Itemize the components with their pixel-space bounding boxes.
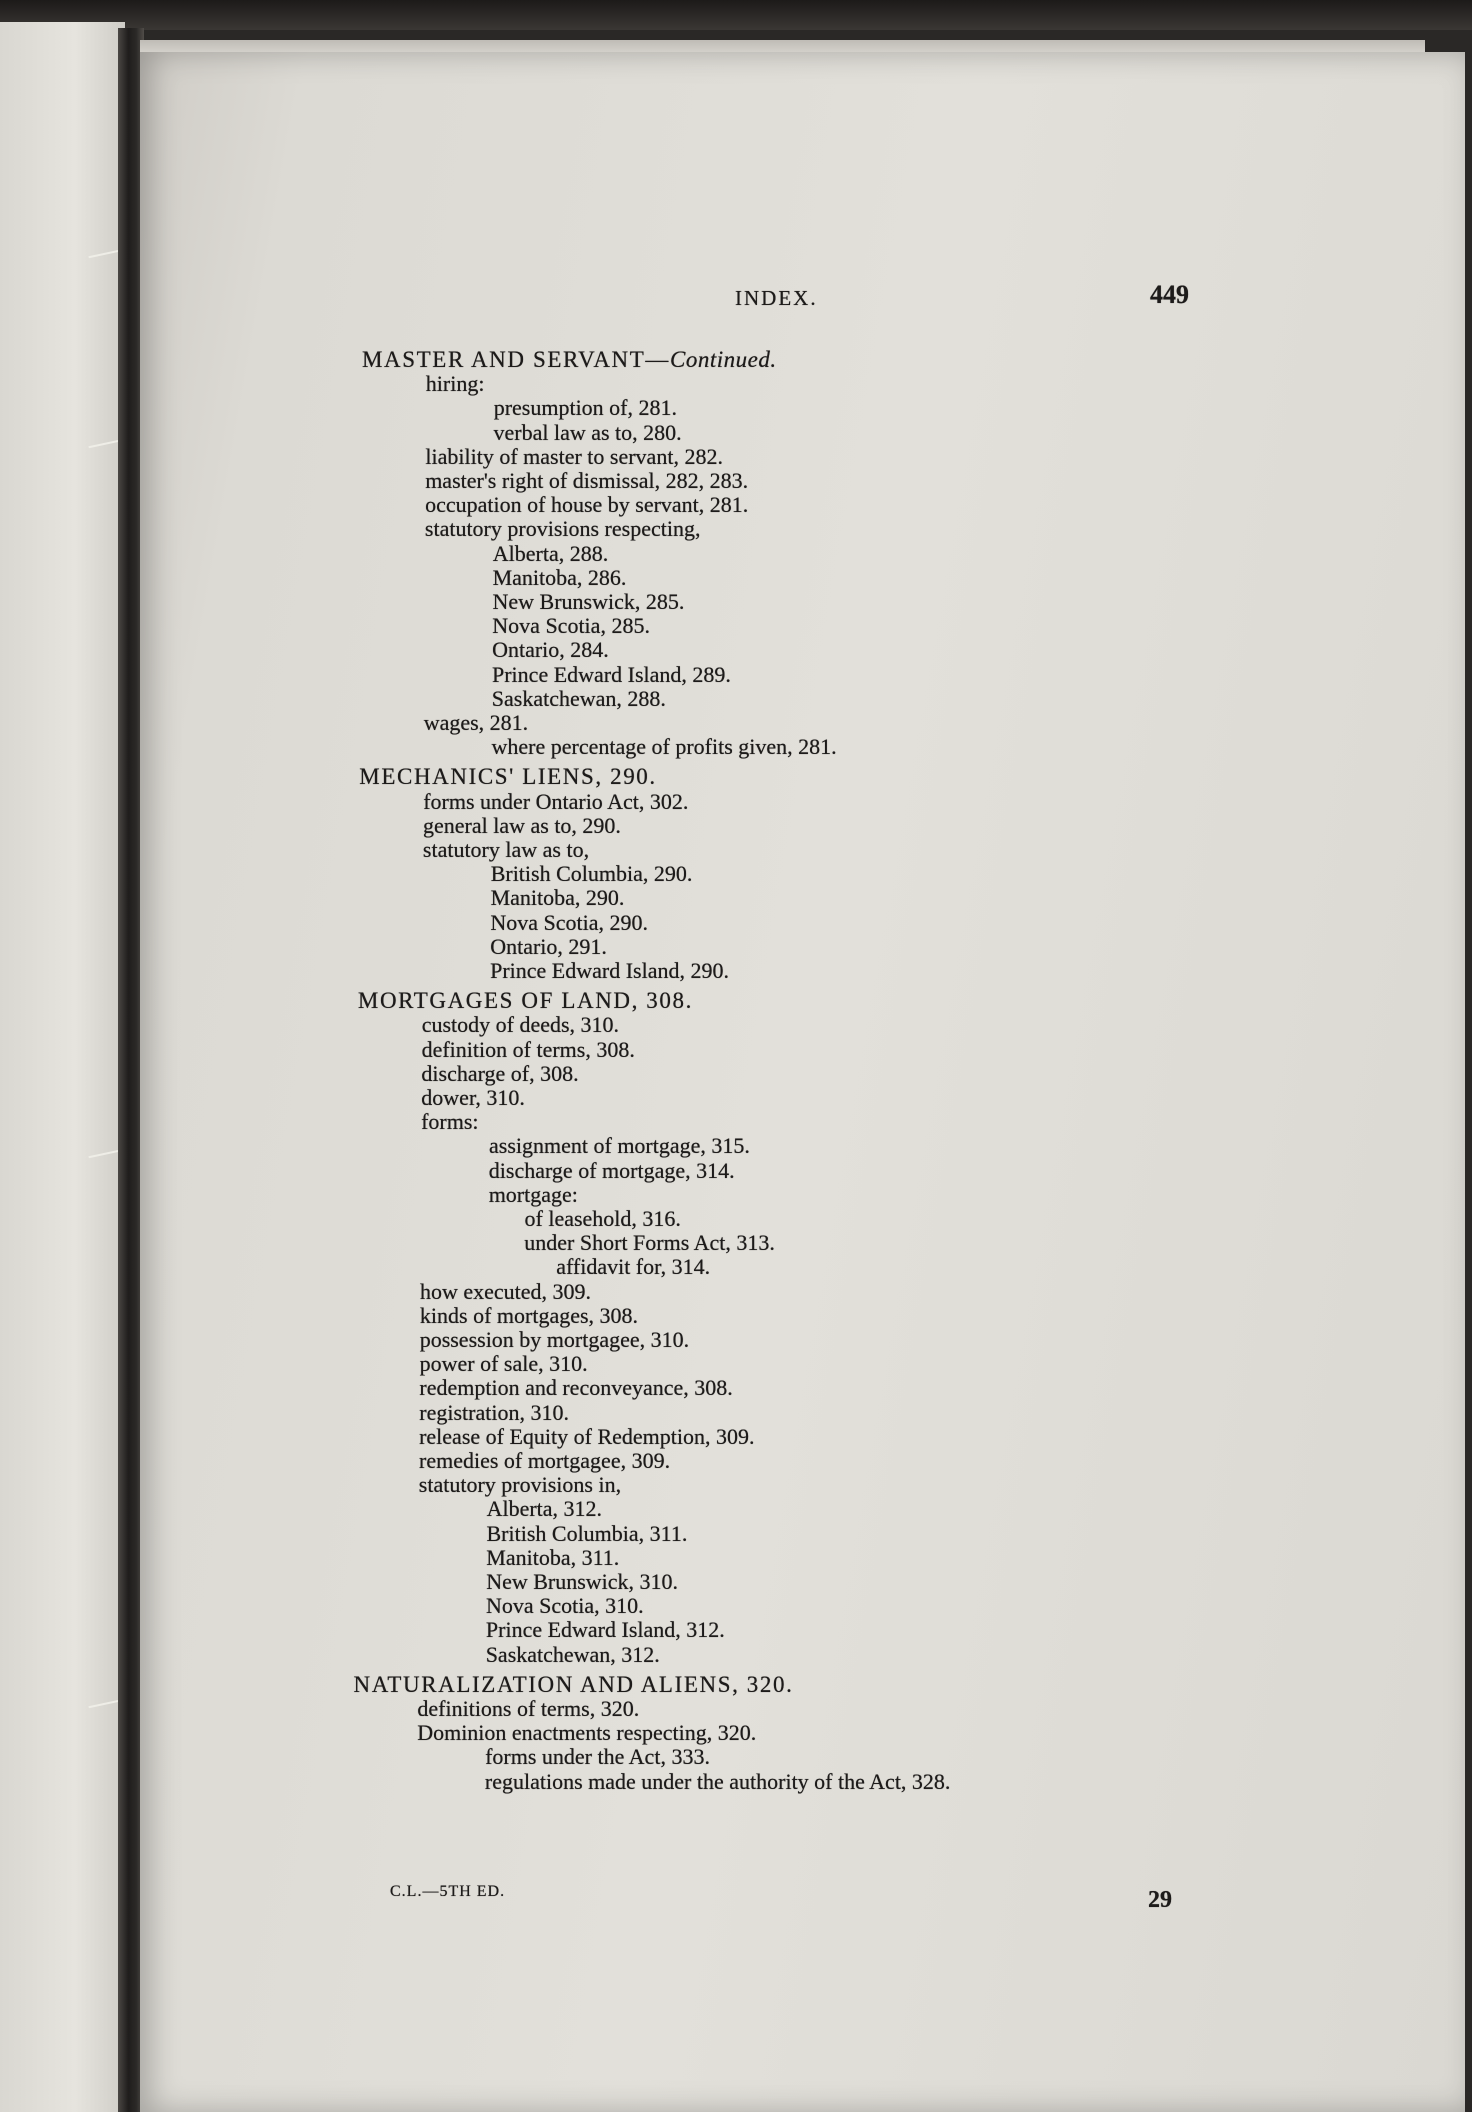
entry-text: Nova Scotia, 285. [492,613,650,639]
entry-text: British Columbia, 311. [486,1520,688,1546]
entry-text: possession by mortgagee, 310. [419,1327,690,1352]
index-subentry [423,814,621,838]
index-heading [358,989,693,1013]
index-heading [354,1673,794,1697]
entry-text: assignment of mortgage, 315. [489,1133,750,1159]
signature-mark: C.L.—5TH ED. [390,1883,506,1900]
index-subentry [424,711,528,735]
index-subentry [421,1086,525,1110]
index-subentry [421,1110,478,1134]
entry-text: statutory law as to, [422,837,590,862]
entry-text: general law as to, 290. [423,812,621,838]
entry-text: redemption and reconveyance, 308. [419,1375,733,1401]
index-subentry [490,935,607,959]
entry-text: forms under Ontario Act, 302. [423,788,689,814]
entry-text: forms: [421,1109,479,1135]
index-subentry [423,838,589,862]
top-shadow [0,0,1472,30]
index-subentry [492,663,731,687]
entry-text: wages, 281. [423,710,529,735]
entry-text: New Brunswick, 285. [492,589,685,614]
entry-text: Dominion enactments respecting, 320. [417,1720,757,1746]
entry-text: remedies of mortgagee, 309. [419,1448,671,1473]
entry-text: discharge of, 308. [421,1060,579,1086]
entry-text: British Columbia, 290. [490,861,693,887]
index-subentry [419,1473,621,1497]
index-subentry [494,421,682,445]
index-subentry [486,1570,678,1594]
entry-text: mortgage: [488,1181,578,1207]
entry-text: occupation of house by servant, 281. [425,492,749,518]
entry-text: affidavit for, 314. [556,1254,711,1280]
entry-text: Manitoba, 290. [490,885,625,911]
entry-text: Prince Edward Island, 290. [490,958,729,983]
index-subentry [419,1425,754,1449]
entry-text: Alberta, 288. [492,540,609,566]
entry-text: definitions of terms, 320. [417,1696,640,1721]
index-subentry [417,1697,639,1721]
index-subentry [489,1134,750,1158]
index-subentry [489,1159,735,1183]
entry-text: hiring: [425,371,485,397]
entry-text: regulations made under the authority of the Act, 328. [484,1768,951,1794]
entry-text: release of Equity of Redemption, 309. [419,1423,755,1449]
index-heading [359,765,656,789]
index-subentry [419,1449,670,1473]
index-subentry [494,396,677,420]
entry-text: under Short Forms Act, 313. [524,1230,775,1256]
entry-text: MASTER AND SERVANT— [362,347,671,372]
index-subentry [422,1013,619,1037]
index-subentry [425,493,748,517]
entry-text: Saskatchewan, 288. [491,685,666,711]
index-subentry [493,542,608,566]
entry-text: Prince Edward Island, 289. [492,661,731,687]
entry-text: liability of master to servant, 282. [425,443,723,469]
index-subentry [485,1770,951,1794]
entry-text: discharge of mortgage, 314. [488,1157,735,1183]
index-subentry [419,1376,732,1400]
index-subentry [417,1721,756,1745]
sheet-number: 29 [1148,1887,1172,1913]
entry-text: Ontario, 291. [490,933,607,959]
index-subentry [493,566,627,590]
index-heading [362,348,777,372]
index-page [140,52,1465,2112]
index-subentry [525,1207,681,1231]
entry-text: Manitoba, 286. [492,564,627,590]
index-subentry [556,1255,710,1279]
entry-text: registration, 310. [419,1399,569,1425]
index-subentry [489,1183,578,1207]
index-subentry [487,1522,688,1546]
entry-text: custody of deeds, 310. [421,1012,620,1038]
index-subentry [419,1401,569,1425]
entry-text: Prince Edward Island, 312. [485,1617,725,1643]
entry-text: definition of terms, 308. [421,1036,635,1062]
index-subentry [492,614,650,638]
index-subentry [421,1062,578,1086]
entry-text: how executed, 309. [420,1278,592,1304]
index-subentry [420,1328,689,1352]
entry-text: MORTGAGES OF LAND, 308. [357,988,693,1014]
index-subentry [422,1038,635,1062]
running-title: INDEX. [735,286,818,310]
index-subentry [423,790,688,814]
index-subentry [425,469,748,493]
entry-text: Alberta, 312. [486,1496,603,1522]
entry-text: NATURALIZATION AND ALIENS, 320. [353,1671,794,1697]
index-subentry [493,590,685,614]
entry-text: Manitoba, 311. [486,1544,620,1570]
entry-text: where percentage of profits given, 281. [491,734,837,760]
entry-text: verbal law as to, 280. [493,419,682,445]
index-subentry [491,886,625,910]
index-subentry [492,638,609,662]
index-subentry [420,1352,588,1376]
index-subentry [425,517,701,541]
entry-text: Nova Scotia, 290. [490,909,649,935]
entry-text: of leasehold, 316. [524,1206,681,1231]
entry-text: power of sale, 310. [419,1351,588,1377]
entry-text: forms under the Act, 333. [485,1744,710,1770]
entry-text: statutory provisions respecting, [424,516,701,542]
entry-text: Ontario, 284. [492,637,609,663]
entry-text: dower, 310. [421,1085,525,1110]
index-subentry [524,1231,775,1255]
index-subentry [490,959,729,983]
index-subentry [425,445,723,469]
index-subentry [487,1497,602,1521]
page-number: 449 [1150,280,1189,309]
index-subentry [486,1618,725,1642]
index-subentry [490,911,648,935]
entry-text: Nova Scotia, 310. [486,1593,644,1619]
index-subentry [420,1280,591,1304]
entry-text: MECHANICS' LIENS, 290. [359,764,657,790]
entry-text: Saskatchewan, 312. [485,1641,660,1667]
index-subentry [492,735,837,759]
entry-text: master's right of dismissal, 282, 283. [425,468,749,493]
entry-text: presumption of, 281. [493,395,678,421]
entry-text: New Brunswick, 310. [486,1569,679,1594]
index-subentry [486,1594,644,1618]
index-subentry [486,1643,660,1667]
index-subentry [426,372,485,396]
index-subentry [491,862,693,886]
index-subentry [486,1546,619,1570]
facing-page-edge [0,22,125,2112]
entry-text: statutory provisions in, [418,1472,622,1498]
index-subentry [492,687,666,711]
continued-label: Continued. [670,347,777,372]
index-subentry [420,1304,638,1328]
index-subentry [485,1745,710,1769]
entry-text: kinds of mortgages, 308. [419,1302,639,1328]
